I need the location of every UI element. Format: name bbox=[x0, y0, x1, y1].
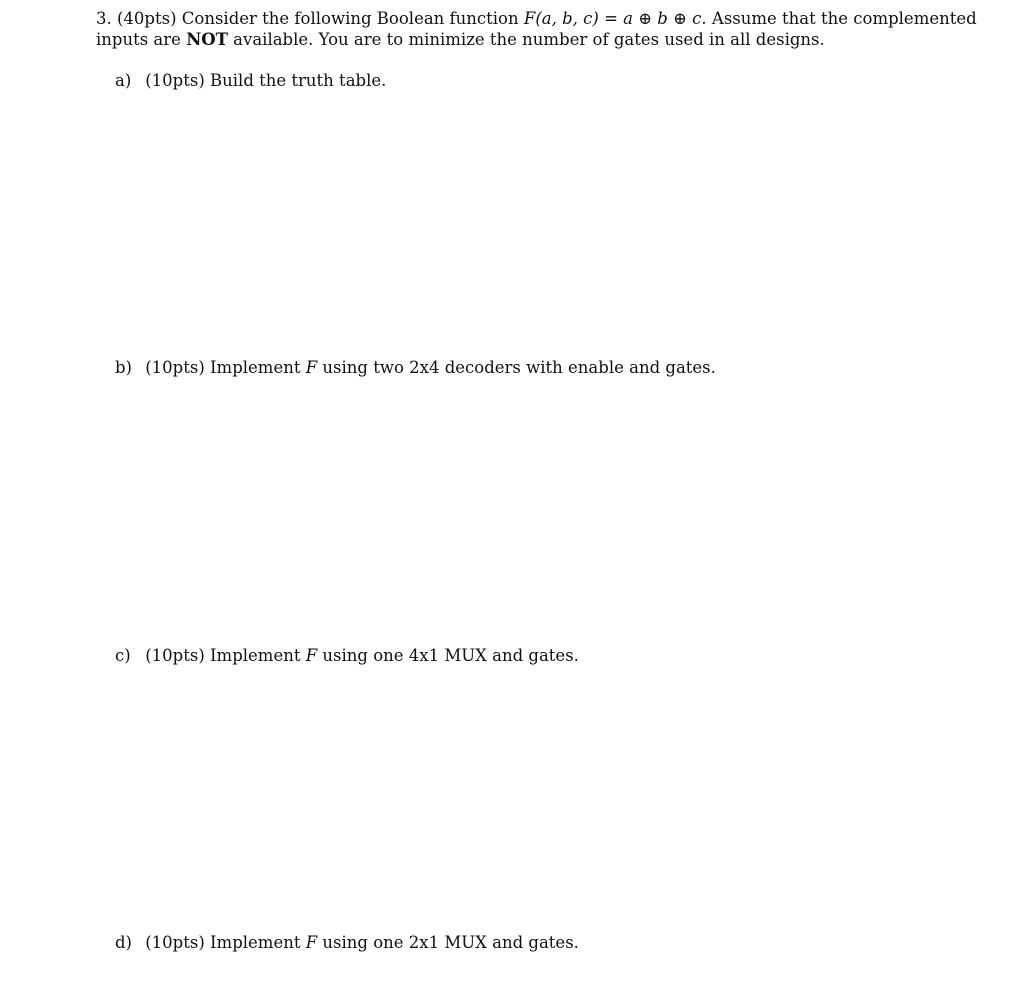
not-emphasis: NOT bbox=[186, 30, 228, 49]
part-c-text-after: using one 4x1 MUX and gates. bbox=[322, 646, 579, 665]
question-assume: Assume that the complemented bbox=[711, 9, 977, 28]
line2-after: available. You are to minimize the number of gates used in all designs. bbox=[233, 30, 825, 49]
question-points: (40pts) bbox=[117, 9, 177, 28]
part-a-text: Build the truth table. bbox=[210, 71, 387, 90]
part-d-var: F bbox=[305, 933, 318, 952]
part-c-var: F bbox=[305, 646, 318, 665]
part-d bbox=[115, 932, 579, 953]
question-intro: Consider the following Boolean function bbox=[181, 9, 519, 28]
part-d-points: (10pts) bbox=[145, 933, 205, 952]
part-c-points: (10pts) bbox=[145, 646, 205, 665]
part-c-text-before: Implement bbox=[210, 646, 301, 665]
part-a-points: (10pts) bbox=[145, 71, 205, 90]
question-line-2 bbox=[96, 29, 926, 50]
part-b-text-after: using two 2x4 decoders with enable and gates. bbox=[322, 358, 716, 377]
question-line-1 bbox=[96, 8, 977, 29]
part-d-text-after: using one 2x1 MUX and gates. bbox=[322, 933, 579, 952]
question-number: 3. bbox=[96, 9, 112, 28]
part-b-points: (10pts) bbox=[145, 358, 205, 377]
part-b bbox=[115, 357, 716, 378]
function-expression: F(a, b, c) = a ⊕ b ⊕ c. bbox=[523, 9, 707, 28]
part-c-label: c) bbox=[115, 646, 131, 665]
question-3 bbox=[96, 8, 977, 50]
part-a-label: a) bbox=[115, 71, 132, 90]
part-b-label: b) bbox=[115, 358, 132, 377]
line2-before: inputs are bbox=[96, 30, 181, 49]
part-b-text-before: Implement bbox=[210, 358, 301, 377]
part-c bbox=[115, 645, 579, 666]
part-d-text-before: Implement bbox=[210, 933, 301, 952]
part-a bbox=[115, 70, 386, 91]
part-d-label: d) bbox=[115, 933, 132, 952]
part-b-var: F bbox=[305, 358, 318, 377]
